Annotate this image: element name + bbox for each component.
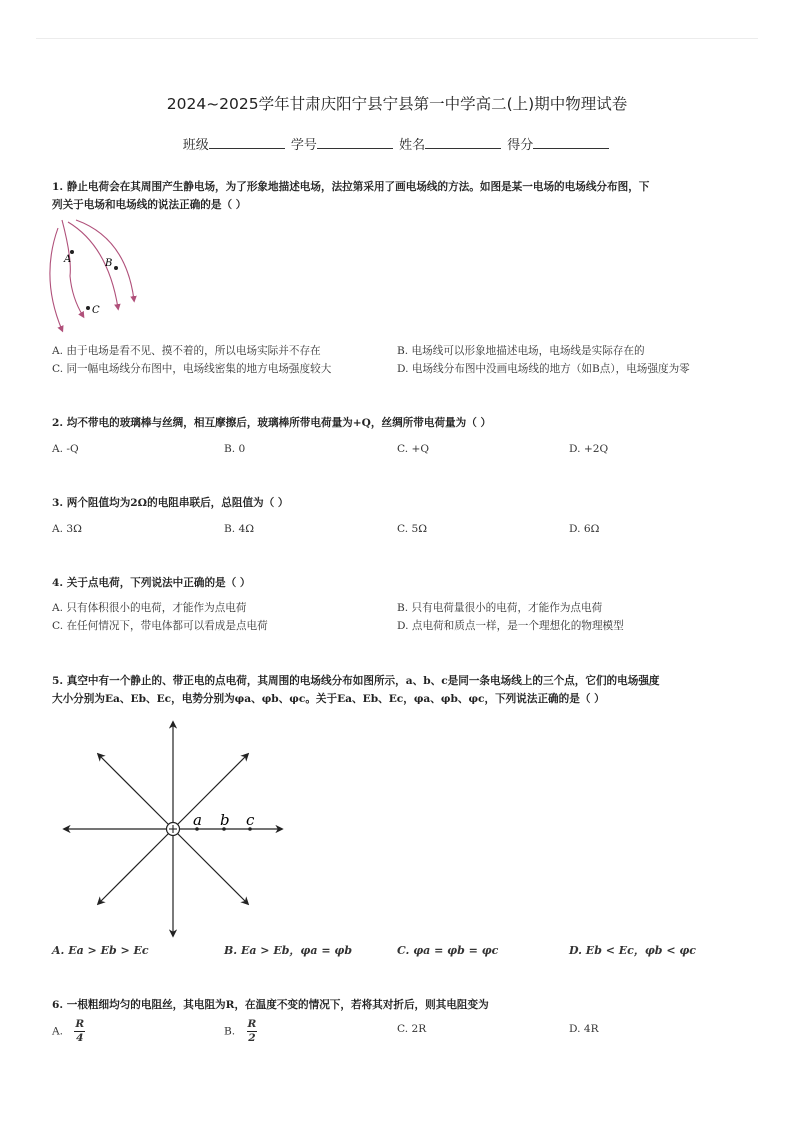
q1-label-a: A	[64, 254, 72, 265]
q5-label-b: b	[220, 811, 230, 829]
q5-option-b-text: B. Ea > Eb，φa = φb	[224, 944, 353, 957]
q1-label-c: C	[92, 305, 100, 316]
q6-stem: 6. 一根粗细均匀的电阻丝，其电阻为R，在温度不变的情况下，若将其对折后，则其电阻变为	[52, 999, 489, 1011]
class-label: 班级	[182, 138, 209, 153]
q5-field-line-downleft	[98, 829, 173, 904]
q5-stem-line2: 大小分别为Ea、Eb、Ec，电势分别为φa、φb、φc。关于Ea、Eb、Ec，φa、φb、φc，下列说法正确的是（ ）	[52, 693, 605, 705]
q2-option-d[interactable]: D. +2Q	[569, 443, 609, 455]
q6-option-a-fraction	[74, 1018, 85, 1045]
q6-option-b-numerator: R	[247, 1018, 257, 1030]
q5-point-charge-figure	[60, 718, 286, 940]
name-blank[interactable]	[425, 136, 501, 149]
q1-stem-line2: 列关于电场和电场线的说法正确的是（ ）	[52, 199, 247, 211]
q1-point-c	[86, 306, 90, 310]
q5-field-line-upleft	[98, 754, 173, 829]
score-blank[interactable]	[533, 136, 609, 149]
q1-option-d[interactable]: D. 电场线分布图中没画电场线的地方（如B点），电场强度为零	[397, 363, 690, 375]
q1-point-b	[114, 266, 118, 270]
q5-stem	[52, 672, 742, 708]
name-label: 姓名	[399, 138, 426, 153]
q3-option-d[interactable]: D. 6Ω	[569, 523, 600, 535]
q2-option-c[interactable]: C. +Q	[397, 443, 430, 455]
q6-option-a-numerator: R	[75, 1018, 85, 1030]
q1-option-c[interactable]: C. 同一幅电场线分布图中，电场线密集的地方电场强度较大	[52, 363, 332, 375]
q1-option-a[interactable]: A. 由于电场是看不见、摸不着的，所以电场实际并不存在	[52, 345, 321, 357]
q5-option-d[interactable]	[569, 942, 696, 960]
q5-stem-line1: 5. 真空中有一个静止的、带正电的点电荷，其周围的电场线分布如图所示，a、b、c是同一条电场线上的三个点，它们的电场强度	[52, 675, 660, 687]
q5-option-c-text: C. φa = φb = φc	[397, 944, 499, 957]
q5-label-c: c	[246, 811, 255, 829]
q2-stem: 2. 均不带电的玻璃棒与丝绸，相互摩擦后，玻璃棒所带电荷量为+Q，丝绸所带电荷量为（ ）	[52, 417, 492, 429]
id-blank[interactable]	[317, 136, 393, 149]
q6-option-d[interactable]: D. 4R	[569, 1023, 599, 1035]
q6-option-b-fraction	[247, 1018, 258, 1045]
q6-option-a-denominator: 4	[76, 1032, 84, 1044]
q6-option-a[interactable]	[52, 1018, 85, 1045]
id-label: 学号	[290, 138, 317, 153]
q5-option-a-text: A. Ea > Eb > Ec	[52, 944, 149, 957]
q5-field-line-downright	[173, 829, 248, 904]
q4-option-b[interactable]: B. 只有电荷量很小的电荷，才能作为点电荷	[397, 602, 603, 614]
q5-option-b[interactable]	[224, 942, 352, 960]
q3-option-b[interactable]: B. 4Ω	[224, 523, 255, 535]
q4-option-a[interactable]: A. 只有体积很小的电荷，才能作为点电荷	[52, 602, 247, 614]
q6-option-c[interactable]: C. 2R	[397, 1023, 427, 1035]
q1-label-b: B	[105, 258, 113, 269]
q5-label-a: a	[193, 811, 202, 829]
q3-option-a[interactable]: A. 3Ω	[52, 523, 82, 535]
q5-field-line-upright	[173, 754, 248, 829]
q1-option-b[interactable]: B. 电场线可以形象地描述电场，电场线是实际存在的	[397, 345, 645, 357]
q5-option-d-text: D. Eb < Ec，φb < φc	[569, 944, 697, 957]
q6-option-a-prefix: A.	[52, 1025, 64, 1038]
q6-option-b-prefix: B.	[224, 1025, 236, 1038]
q2-option-b[interactable]: B. 0	[224, 443, 246, 455]
q1-stem-line1: 1. 静止电荷会在其周围产生静电场，为了形象地描述电场，法拉第采用了画电场线的方法。如图是某一电场的电场线分布图，下	[52, 181, 650, 193]
q2-option-a[interactable]: A. -Q	[52, 443, 79, 455]
q5-option-a[interactable]	[52, 942, 149, 960]
q4-option-c[interactable]: C. 在任何情况下，带电体都可以看成是点电荷	[52, 620, 268, 632]
class-blank[interactable]	[209, 136, 285, 149]
q4-stem: 4. 关于点电荷，下列说法中正确的是（ ）	[52, 577, 251, 589]
q4-option-d[interactable]: D. 点电荷和质点一样，是一个理想化的物理模型	[397, 620, 624, 632]
student-info-row	[0, 134, 794, 153]
top-divider	[36, 38, 758, 39]
q1-field-line-figure	[48, 218, 148, 338]
q6-option-b[interactable]	[224, 1018, 257, 1045]
q1-field-line-2	[62, 220, 83, 316]
q3-stem: 3. 两个阻值均为2Ω的电阻串联后，总阻值为（ ）	[52, 497, 289, 509]
page-title: 2024~2025学年甘肃庆阳宁县宁县第一中学高二(上)期中物理试卷	[166, 95, 628, 113]
q1-field-line-1	[50, 228, 62, 330]
q1-stem	[52, 178, 742, 214]
q6-option-b-denominator: 2	[248, 1032, 256, 1044]
q3-option-c[interactable]: C. 5Ω	[397, 523, 427, 535]
q5-option-c[interactable]	[397, 942, 498, 960]
score-label: 得分	[507, 138, 534, 153]
